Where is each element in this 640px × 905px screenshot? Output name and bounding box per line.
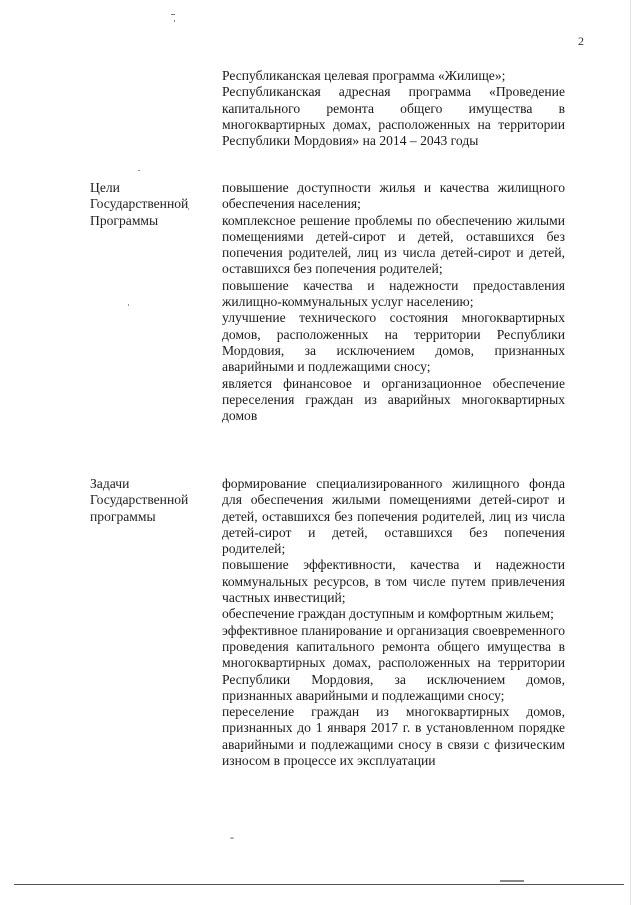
scan-artifact (138, 170, 140, 171)
goals-label-line: Программы (90, 212, 159, 228)
page-number: 2 (578, 34, 584, 48)
task-item: обеспечение граждан доступным и комфортным жильем; (222, 606, 554, 622)
tasks-label-line: Задачи (90, 476, 130, 491)
stray-mark: - (230, 830, 234, 844)
scan-artifact (171, 14, 175, 15)
tasks-content (222, 476, 565, 769)
goal-item: комплексное решение проблемы по обеспечению жилыми помещениями детей-сирот и детей, оставшихся без попечения родителей, лиц из числа детей-сирот и детей, оставшихся без попечения родителей; (222, 212, 565, 277)
goal-item: повышение качества и надежности предоставления жилищно-коммунальных услуг населению; (222, 277, 565, 310)
goals-label (90, 180, 208, 229)
goal-item: повышение доступности жилья и качества жилищного обеспечения населения; (222, 180, 565, 212)
tasks-label (90, 476, 208, 525)
task-item: формирование специализированного жилищного фонда для обеспечения жилыми помещениями детей-сирот и детей, оставшихся без попечения родителей, лиц из числа детей-сирот и детей, оставшихся без попечения родителей; (222, 476, 565, 557)
goals-label-line: Государственной (90, 196, 189, 212)
goals-label-line: Цели (90, 180, 120, 195)
task-item: эффективное планирование и организация своевременного проведения капитального ремонта общего имущества в многоквартирных домах, расположенных на территории Республики Мордовия, за исключением домов, признанных аварийными и подлежащими сносу; (222, 622, 565, 703)
intro-line: Республиканская адресная программа «Проведение капитального ремонта общего имущества в многоквартирных домах, расположенных на территории Республики Мордовия» на 2014 – 2043 годы (222, 84, 565, 149)
intro-line: Республиканская целевая программа «Жилище»; (222, 68, 506, 83)
tasks-label-line: программы (90, 508, 156, 524)
scan-artifact (174, 20, 175, 22)
tasks-label-line: Государственной (90, 492, 189, 508)
goal-item: улучшение технического состояния многоквартирных домов, расположенных на территории Республики Мордовия, за исключением домов, признанных аварийными и подлежащими сносу; (222, 310, 565, 375)
intro-content (222, 68, 565, 149)
page-bottom-rule (14, 884, 624, 885)
scan-artifact (500, 880, 524, 882)
task-item: повышение эффективности, качества и надежности коммунальных ресурсов, в том числе путем привлечения частных инвестиций; (222, 557, 565, 606)
scan-artifact (128, 304, 129, 306)
scan-edge (630, 0, 631, 905)
task-item: переселение граждан из многоквартирных домов, признанных до 1 января 2017 г. в установленном порядке аварийными и подлежащими сносу в связи с физическим износом в процессе их эксплуатации (222, 704, 565, 769)
goal-item: является финансовое и организационное обеспечение переселения граждан из аварийных многоквартирных домов (222, 375, 565, 424)
goals-content (222, 180, 565, 424)
